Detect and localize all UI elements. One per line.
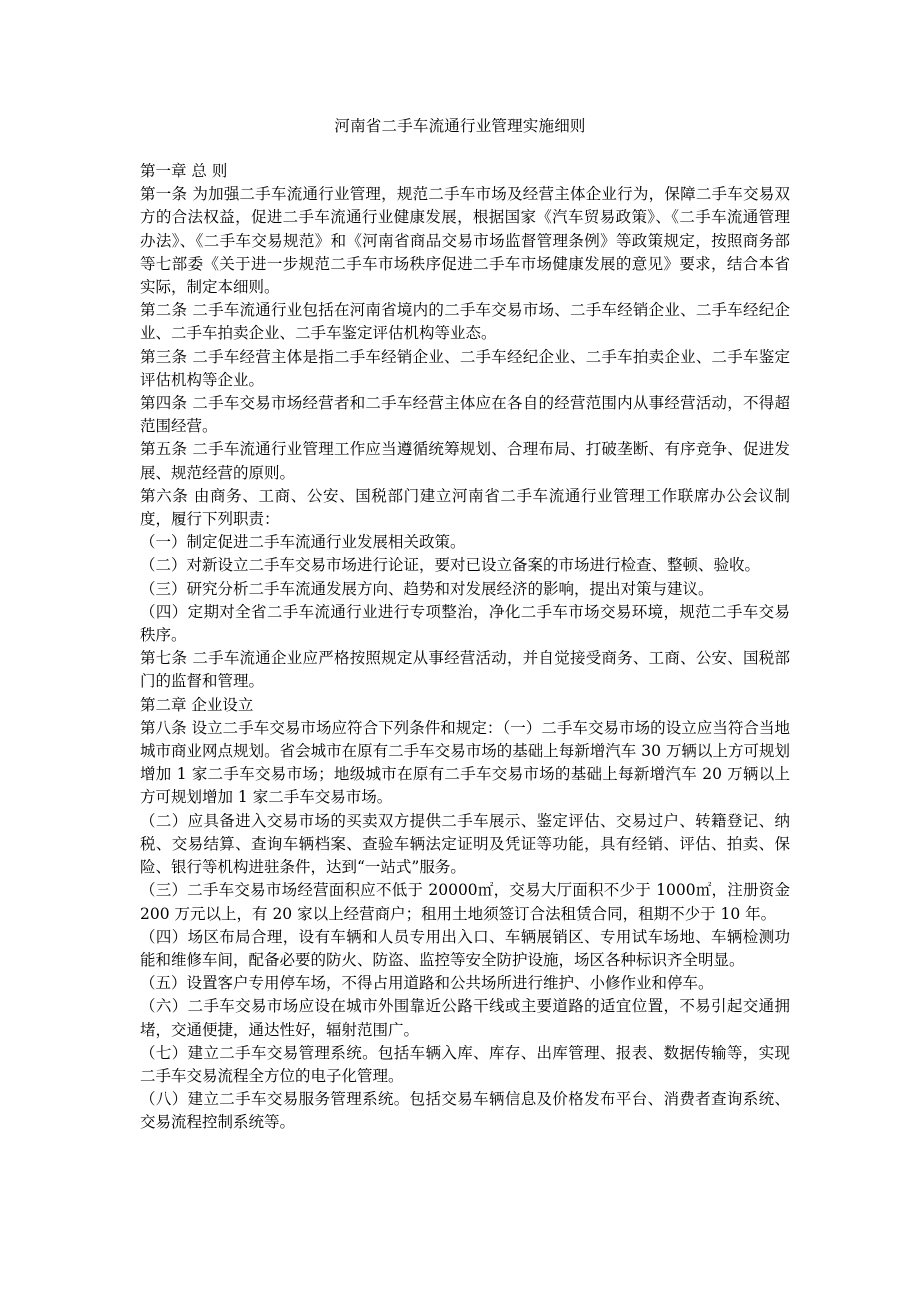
list-item: （六）二手车交易市场应设在城市外围靠近公路干线或主要道路的适宜位置，不易引起交通拥堵，交通便捷，通达性好，辐射范围广。 bbox=[140, 997, 790, 1039]
article-paragraph: 第二条 二手车流通行业包括在河南省境内的二手车交易市场、二手车经销企业、二手车经纪企业、二手车拍卖企业、二手车鉴定评估机构等业态。 bbox=[140, 301, 790, 343]
article-paragraph: 第四条 二手车交易市场经营者和二手车经营主体应在各自的经营范围内从事经营活动，不得超范围经营。 bbox=[140, 394, 790, 436]
list-item: （三）研究分析二手车流通发展方向、趋势和对发展经济的影响，提出对策与建议。 bbox=[140, 579, 714, 598]
article-paragraph: 第一条 为加强二手车流通行业管理，规范二手车市场及经营主体企业行为，保障二手车交易双方的合法权益，促进二手车流通行业健康发展，根据国家《汽车贸易政策》、《二手车流通管理办法》、《二手车交易规范》和《河南省商品交易市场监督管理条例》等政策规定，按照商务部等七部委《关于进一步规范二手车市场秩序促进二手车市场健康发展的意见》要求，结合本省实际，制定本细则。 bbox=[140, 185, 790, 297]
list-item: （二）应具备进入交易市场的买卖双方提供二手车展示、鉴定评估、交易过户、转籍登记、纳税、交易结算、查询车辆档案、查验车辆法定证明及凭证等功能，具有经销、评估、拍卖、保险、银行等机构进驻条件，达到“一站式”服务。 bbox=[140, 811, 790, 877]
list-item: （四）定期对全省二手车流通行业进行专项整治，净化二手车市场交易环境，规范二手车交易秩序。 bbox=[140, 602, 790, 645]
chapter-heading: 第一章 总 则 bbox=[140, 162, 228, 180]
article-paragraph: 第六条 由商务、工商、公安、国税部门建立河南省二手车流通行业管理工作联席办公会议制度，履行下列职责： bbox=[140, 486, 790, 529]
list-item: （七）建立二手车交易管理系统。包括车辆入库、库存、出库管理、报表、数据传输等，实现二手车交易流程全方位的电子化管理。 bbox=[140, 1043, 790, 1085]
chapter-heading: 第二章 企业设立 bbox=[140, 695, 254, 714]
list-item: （三）二手车交易市场经营面积应不低于 20000㎡，交易大厅面积不少于 1000㎡，注册资金 200 万元以上，有 20 家以上经营商户；租用土地须签订合法租赁合同，租期不少于 10 年。 bbox=[140, 881, 790, 923]
document-title: 河南省二手车流通行业管理实施细则 bbox=[334, 117, 586, 135]
article-paragraph: 第七条 二手车流通企业应严格按照规定从事经营活动，并自觉接受商务、工商、公安、国税部门的监督和管理。 bbox=[140, 649, 790, 691]
document-body bbox=[140, 160, 790, 1135]
list-item: （二）对新设立二手车交易市场进行论证，要对已设立备案的市场进行检查、整顿、验收。 bbox=[140, 556, 761, 575]
list-item: （四）场区布局合理，设有车辆和人员专用出入口、车辆展销区、专用试车场地、车辆检测功能和维修车间，配备必要的防火、防盗、监控等安全防护设施，场区各种标识齐全明显。 bbox=[140, 927, 790, 969]
list-item: （八）建立二手车交易服务管理系统。包括交易车辆信息及价格发布平台、消费者查询系统、交易流程控制系统等。 bbox=[140, 1090, 790, 1132]
article-paragraph: 第三条 二手车经营主体是指二手车经销企业、二手车经纪企业、二手车拍卖企业、二手车鉴定评估机构等企业。 bbox=[140, 347, 790, 389]
list-item: （五）设置客户专用停车场，不得占用道路和公共场所进行维护、小修作业和停车。 bbox=[140, 974, 714, 993]
article-paragraph: 第八条 设立二手车交易市场应符合下列条件和规定：（一）二手车交易市场的设立应当符合当地城市商业网点规划。省会城市在原有二手车交易市场的基础上每新增汽车 30 万辆以上方可规划增加 1 家二手车交易市场；地级城市在原有二手车交易市场的基础上每新增汽车 20 万辆以上方可规划增加 1 家二手车交易市场。 bbox=[140, 718, 790, 807]
list-item: （一）制定促进二手车流通行业发展相关政策。 bbox=[140, 533, 466, 552]
article-paragraph: 第五条 二手车流通行业管理工作应当遵循统筹规划、合理布局、打破垄断、有序竞争、促进发展、规范经营的原则。 bbox=[140, 440, 790, 482]
